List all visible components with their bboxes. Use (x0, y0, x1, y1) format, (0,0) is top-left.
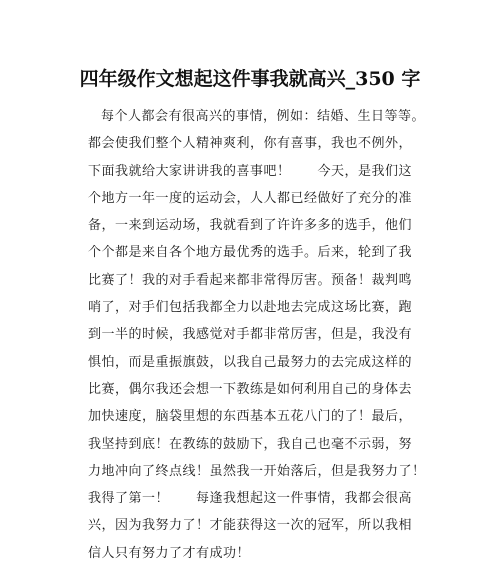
text-line: 都会使我们整个人精神爽利，你有喜事，我也不例外， (88, 136, 413, 152)
text-line: 加快速度，脑袋里想的东西基本五花八门的了！最后， (88, 409, 413, 425)
text-line: 力地冲向了终点线！虽然我一开始落后，但是我努力了！ (88, 463, 426, 479)
text-line: 惧怕，而是重振旗鼓，以我自己最努力的去完成这样的 (88, 354, 413, 370)
text-line: 下面我就给大家讲讲我的喜事吧！ 今天，是我们这 (88, 163, 413, 179)
text-line: 我得了第一！ 每逢我想起这一件事情，我都会很高 (88, 491, 413, 507)
text-line: 到一半的时候，我感觉对手都非常厉害，但是，我没有 (88, 327, 413, 343)
text-line: 每个人都会有很高兴的事情，例如：结婚、生日等等。 (101, 109, 426, 124)
text-line: 比赛了！我的对手看起来都非常得厉害。预备！裁判鸣 (88, 272, 413, 288)
text-line: 备，一来到运动场，我就看到了许许多多的选手，他们 (88, 218, 413, 234)
text-line: 我坚持到底！在教练的鼓励下，我自己也毫不示弱，努 (88, 436, 413, 452)
document-title: 四年级作文想起这件事我就高兴_350 字 (79, 68, 421, 90)
document-body (88, 103, 426, 567)
text-line: 信人只有努力了才有成功！ (88, 545, 251, 561)
text-line: 哨了，对手们包括我都全力以赴地去完成这场比赛，跑 (88, 300, 413, 316)
text-line: 兴，因为我努力了！才能获得这一次的冠军，所以我相 (88, 518, 413, 534)
text-line: 个地方一年一度的运动会，人人都已经做好了充分的准 (88, 190, 413, 206)
text-line: 个个都是来自各个地方最优秀的选手。后来，轮到了我 (88, 245, 413, 261)
text-line: 比赛，偶尔我还会想一下教练是如何利用自己的身体去 (88, 381, 413, 397)
